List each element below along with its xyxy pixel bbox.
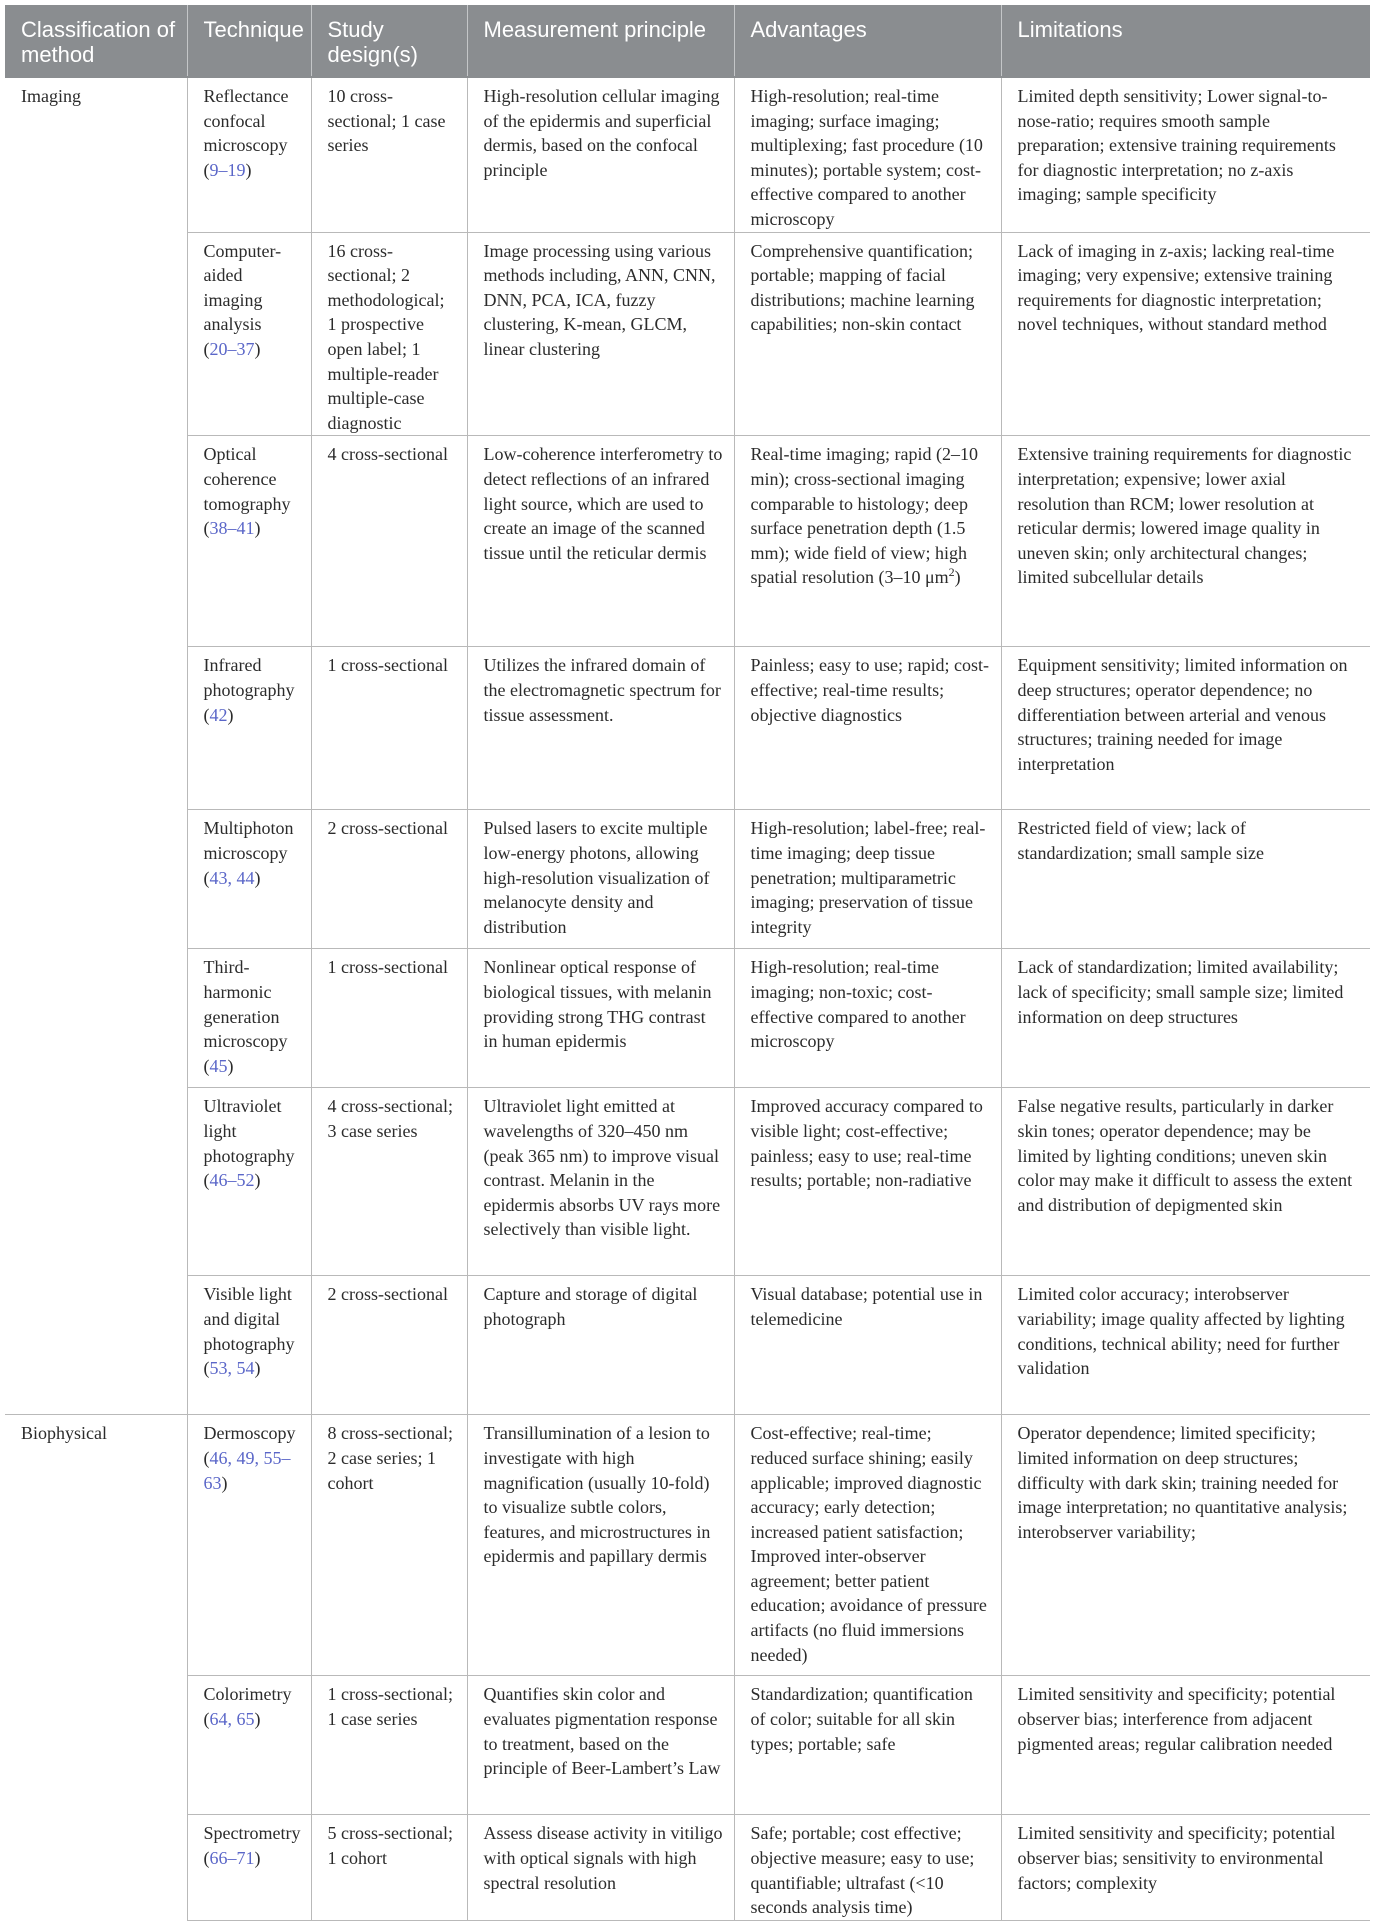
classification-cell: Imaging (5, 77, 187, 232)
advantages-cell: High-resolution; label-free; real-time imaging; deep tissue penetration; multiparametric imaging; preservation of tissue integrity (734, 810, 1001, 949)
limitations-cell: Lack of standardization; limited availability; lack of specificity; small sample size; limited information on deep structures (1001, 949, 1370, 1088)
header-technique: Technique (187, 5, 311, 77)
technique-cell: Colorimetry (64, 65) (187, 1676, 311, 1815)
classification-cell (5, 436, 187, 647)
technique-name: Computer-aided imaging analysis (203, 240, 282, 335)
reference-link[interactable]: 43, 44 (209, 867, 255, 888)
table-row (5, 1088, 1370, 1276)
header-study-design: Study design(s) (311, 5, 467, 77)
limitations-cell: Lack of imaging in z-axis; lacking real-time imaging; very expensive; extensive training requirements for diagnostic interpretation; novel techniques, without standard method (1001, 232, 1370, 436)
design-cell: 8 cross-sectional; 2 case series; 1 cohort (311, 1415, 467, 1676)
principle-cell: Transillumination of a lesion to investigate with high magnification (usually 10-fold) to visualize subtle colors, features, and microstructures in epidermis and papillary dermis (467, 1415, 734, 1676)
design-cell: 4 cross-sectional; 3 case series (311, 1088, 467, 1276)
principle-cell: Quantifies skin color and evaluates pigmentation response to treatment, based on the principle of Beer-Lambert’s Law (467, 1676, 734, 1815)
table-row (5, 232, 1370, 436)
technique-name: Visible light and digital photography (203, 1284, 295, 1354)
technique-name: Colorimetry (203, 1684, 292, 1705)
advantages-cell: Cost-effective; real-time; reduced surface shining; easily applicable; improved diagnostic accuracy; early detection; increased patient satisfaction; Improved inter-observer agreement; better patient education; avoidance of pressure artifacts (no fluid immersions needed) (734, 1415, 1001, 1676)
technique-cell: Infrared photography (42) (187, 647, 311, 810)
technique-name: Reflectance confocal microscopy (203, 86, 289, 156)
limitations-cell: Extensive training requirements for diagnostic interpretation; expensive; lower axial resolution than RCM; lower resolution at reticular dermis; lowered image quality in uneven skin; only architectural changes; limited subcellular details (1001, 436, 1370, 647)
limitations-cell: Limited sensitivity and specificity; potential observer bias; sensitivity to environmental factors; complexity (1001, 1815, 1370, 1920)
technique-cell: Third-harmonic generation microscopy (45) (187, 949, 311, 1088)
technique-cell: Spectrometry (66–71) (187, 1815, 311, 1920)
reference-link[interactable]: 46–52 (209, 1170, 255, 1191)
table-row (5, 1676, 1370, 1815)
principle-cell: Utilizes the infrared domain of the electromagnetic spectrum for tissue assessment. (467, 647, 734, 810)
limitations-cell: Limited sensitivity and specificity; potential observer bias; interference from adjacent pigmented areas; regular calibration needed (1001, 1676, 1370, 1815)
table-row (5, 1276, 1370, 1415)
principle-cell: Ultraviolet light emitted at wavelengths of 320–450 nm (peak 365 nm) to improve visual contrast. Melanin in the epidermis absorbs UV rays more selectively than visible light. (467, 1088, 734, 1276)
reference-link[interactable]: 66–71 (209, 1847, 255, 1868)
classification-cell (5, 647, 187, 810)
limitations-cell: Operator dependence; limited specificity; limited information on deep structures; difficulty with dark skin; training needed for image interpretation; no quantitative analysis; interobserver variability; (1001, 1415, 1370, 1676)
classification-cell (5, 1088, 187, 1276)
advantages-cell: Visual database; potential use in telemedicine (734, 1276, 1001, 1415)
advantages-cell: High-resolution; real-time imaging; surface imaging; multiplexing; fast procedure (10 minutes); portable system; cost-effective compared to another microscopy (734, 77, 1001, 232)
header-measurement-principle: Measurement principle (467, 5, 734, 77)
technique-name: Spectrometry (203, 1823, 301, 1844)
reference-link[interactable]: 9–19 (209, 159, 246, 180)
technique-name: Dermoscopy (203, 1423, 296, 1444)
classification-cell (5, 232, 187, 436)
principle-cell: Capture and storage of digital photograph (467, 1276, 734, 1415)
advantages-cell: Painless; easy to use; rapid; cost-effective; real-time results; objective diagnostics (734, 647, 1001, 810)
superscript: 2 (948, 565, 955, 580)
technique-cell: Computer-aided imaging analysis (20–37) (187, 232, 311, 436)
classification-cell (5, 1676, 187, 1815)
advantages-text: Real-time imaging; rapid (2–10 min); cross-sectional imaging comparable to histology; deep surface penetration depth (1.5 mm); wide field of view; high spatial resolution (3–10 μm (750, 444, 978, 588)
design-cell: 2 cross-sectional (311, 1276, 467, 1415)
limitations-cell: Limited depth sensitivity; Lower signal-to-nose-ratio; requires smooth sample preparation; extensive training requirements for diagnostic interpretation; no z-axis imaging; sample specificity (1001, 77, 1370, 232)
advantages-cell: Safe; portable; cost effective; objective measure; easy to use; quantifiable; ultrafast (<10 seconds analysis time) (734, 1815, 1001, 1920)
principle-cell: High-resolution cellular imaging of the epidermis and superficial dermis, based on the confocal principle (467, 77, 734, 232)
classification-cell (5, 810, 187, 949)
technique-cell: Ultraviolet light photography (46–52) (187, 1088, 311, 1276)
advantages-cell: Improved accuracy compared to visible light; cost-effective; painless; easy to use; real-time results; portable; non-radiative (734, 1088, 1001, 1276)
design-cell: 16 cross-sectional; 2 methodological; 1 prospective open label; 1 multiple-reader multiple-case diagnostic (311, 232, 467, 436)
table-row (5, 1815, 1370, 1920)
advantages-tail: ) (954, 567, 961, 588)
technique-name: Multiphoton microscopy (203, 818, 294, 863)
technique-cell: Multiphoton microscopy (43, 44) (187, 810, 311, 949)
principle-cell: Assess disease activity in vitiligo with optical signals with high spectral resolution (467, 1815, 734, 1920)
technique-cell: Visible light and digital photography (53, 54) (187, 1276, 311, 1415)
advantages-cell: Comprehensive quantification; portable; mapping of facial distributions; machine learning capabilities; non-skin contact (734, 232, 1001, 436)
limitations-cell: Limited color accuracy; interobserver variability; image quality affected by lighting conditions, technical ability; need for further validation (1001, 1276, 1370, 1415)
design-cell: 1 cross-sectional (311, 647, 467, 810)
table-row (5, 1415, 1370, 1676)
principle-cell: Low-coherence interferometry to detect reflections of an infrared light source, which are used to create an image of the scanned tissue until the reticular dermis (467, 436, 734, 647)
technique-name: Third-harmonic generation microscopy (203, 957, 288, 1052)
limitations-cell: False negative results, particularly in darker skin tones; operator dependence; may be limited by lighting conditions; uneven skin color may make it difficult to assess the extent and distribution of depigmented skin (1001, 1088, 1370, 1276)
table-row (5, 810, 1370, 949)
methods-table (5, 5, 1370, 1921)
reference-link[interactable]: 20–37 (209, 338, 255, 359)
design-cell: 5 cross-sectional; 1 cohort (311, 1815, 467, 1920)
limitations-cell: Equipment sensitivity; limited information on deep structures; operator dependence; no differentiation between arterial and venous structures; training needed for image interpretation (1001, 647, 1370, 810)
table-row (5, 77, 1370, 232)
table-row (5, 949, 1370, 1088)
classification-cell (5, 1276, 187, 1415)
reference-link[interactable]: 38–41 (209, 518, 255, 539)
reference-link[interactable]: 46, 49, 55–63 (203, 1447, 291, 1493)
reference-link[interactable]: 45 (209, 1055, 228, 1076)
classification-cell: Biophysical (5, 1415, 187, 1676)
limitations-cell: Restricted field of view; lack of standardization; small sample size (1001, 810, 1370, 949)
principle-cell: Pulsed lasers to excite multiple low-energy photons, allowing high-resolution visualization of melanocyte density and distribution (467, 810, 734, 949)
technique-name: Ultraviolet light photography (203, 1096, 295, 1166)
technique-cell: Dermoscopy (46, 49, 55–63) (187, 1415, 311, 1676)
classification-cell (5, 949, 187, 1088)
design-cell: 4 cross-sectional (311, 436, 467, 647)
design-cell: 2 cross-sectional (311, 810, 467, 949)
header-advantages: Advantages (734, 5, 1001, 77)
reference-link[interactable]: 42 (209, 704, 228, 725)
principle-cell: Image processing using various methods including, ANN, CNN, DNN, PCA, ICA, fuzzy clustering, K-mean, GLCM, linear clustering (467, 232, 734, 436)
technique-cell: Reflectance confocal microscopy (9–19) (187, 77, 311, 232)
advantages-cell (734, 436, 1001, 647)
classification-cell (5, 1815, 187, 1920)
table-row (5, 647, 1370, 810)
technique-name: Infrared photography (203, 655, 295, 700)
design-cell: 10 cross-sectional; 1 case series (311, 77, 467, 232)
advantages-cell: High-resolution; real-time imaging; non-toxic; cost-effective compared to another microscopy (734, 949, 1001, 1088)
principle-cell: Nonlinear optical response of biological tissues, with melanin providing strong THG contrast in human epidermis (467, 949, 734, 1088)
reference-link[interactable]: 64, 65 (209, 1708, 255, 1729)
header-classification: Classification of method (5, 5, 187, 77)
advantages-cell: Standardization; quantification of color; suitable for all skin types; portable; safe (734, 1676, 1001, 1815)
header-limitations: Limitations (1001, 5, 1370, 77)
technique-name: Optical coherence tomography (203, 444, 291, 514)
table-body (5, 77, 1370, 1920)
technique-cell: Optical coherence tomography (38–41) (187, 436, 311, 647)
table-header (5, 5, 1370, 77)
design-cell: 1 cross-sectional (311, 949, 467, 1088)
reference-link[interactable]: 53, 54 (209, 1358, 255, 1379)
table-row (5, 436, 1370, 647)
design-cell: 1 cross-sectional; 1 case series (311, 1676, 467, 1815)
